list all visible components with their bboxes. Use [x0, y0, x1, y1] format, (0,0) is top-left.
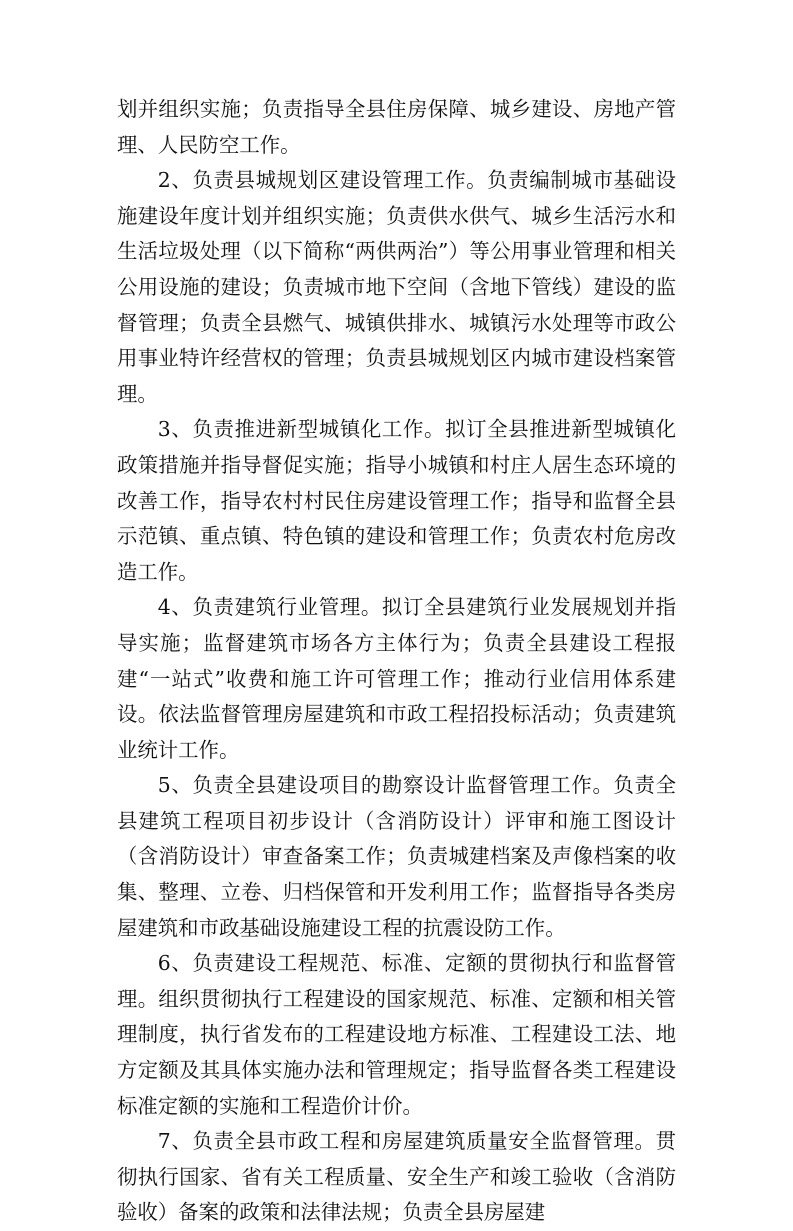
document-body — [117, 92, 676, 1231]
paragraph-item-7: 7、负责全县市政工程和房屋建筑质量安全监督管理。贯彻执行国家、省有关工程质量、安全生产和竣工验收（含消防验收）备案的政策和法律法规；负责全县房屋建 — [117, 1129, 676, 1225]
paragraph-item-4: 4、负责建筑行业管理。拟订全县建筑行业发展规划并指导实施；监督建筑市场各方主体行为；负责全县建设工程报建“一站式”收费和施工许可管理工作；推动行业信用体系建设。依法监督管理房屋建筑和市政工程招投标活动；负责建筑业统计工作。 — [117, 595, 676, 762]
paragraph-item-2: 2、负责县城规划区建设管理工作。负责编制城市基础设施建设年度计划并组织实施；负责供水供气、城乡生活污水和生活垃圾处理（以下简称“两供两治”）等公用事业管理和相关公用设施的建设；负责城市地下空间（含地下管线）建设的监督管理；负责全县燃气、城镇供排水、城镇污水处理等市政公用事业特许经营权的管理；负责县城规划区内城市建设档案管理。 — [117, 168, 676, 406]
paragraph-item-5: 5、负责全县建设项目的勘察设计监督管理工作。负责全县建筑工程项目初步设计（含消防设计）评审和施工图设计（含消防设计）审查备案工作；负责城建档案及声像档案的收集、整理、立卷、归档保管和开发利用工作；监督指导各类房屋建筑和市政基础设施建设工程的抗震设防工作。 — [117, 773, 676, 940]
paragraph-item-6: 6、负责建设工程规范、标准、定额的贯彻执行和监督管理。组织贯彻执行工程建设的国家规范、标准、定额和相关管理制度，执行省发布的工程建设地方标准、工程建设工法、地方定额及其具体实施办法和管理规定；指导监督各类工程建设标准定额的实施和工程造价计价。 — [117, 951, 676, 1118]
paragraph-item-3: 3、负责推进新型城镇化工作。拟订全县推进新型城镇化政策措施并指导督促实施；指导小城镇和村庄人居生态环境的改善工作，指导农村村民住房建设管理工作；指导和监督全县示范镇、重点镇、特色镇的建设和管理工作；负责农村危房改造工作。 — [117, 417, 676, 584]
paragraph-continued: 划并组织实施；负责指导全县住房保障、城乡建设、房地产管理、人民防空工作。 — [117, 97, 676, 157]
